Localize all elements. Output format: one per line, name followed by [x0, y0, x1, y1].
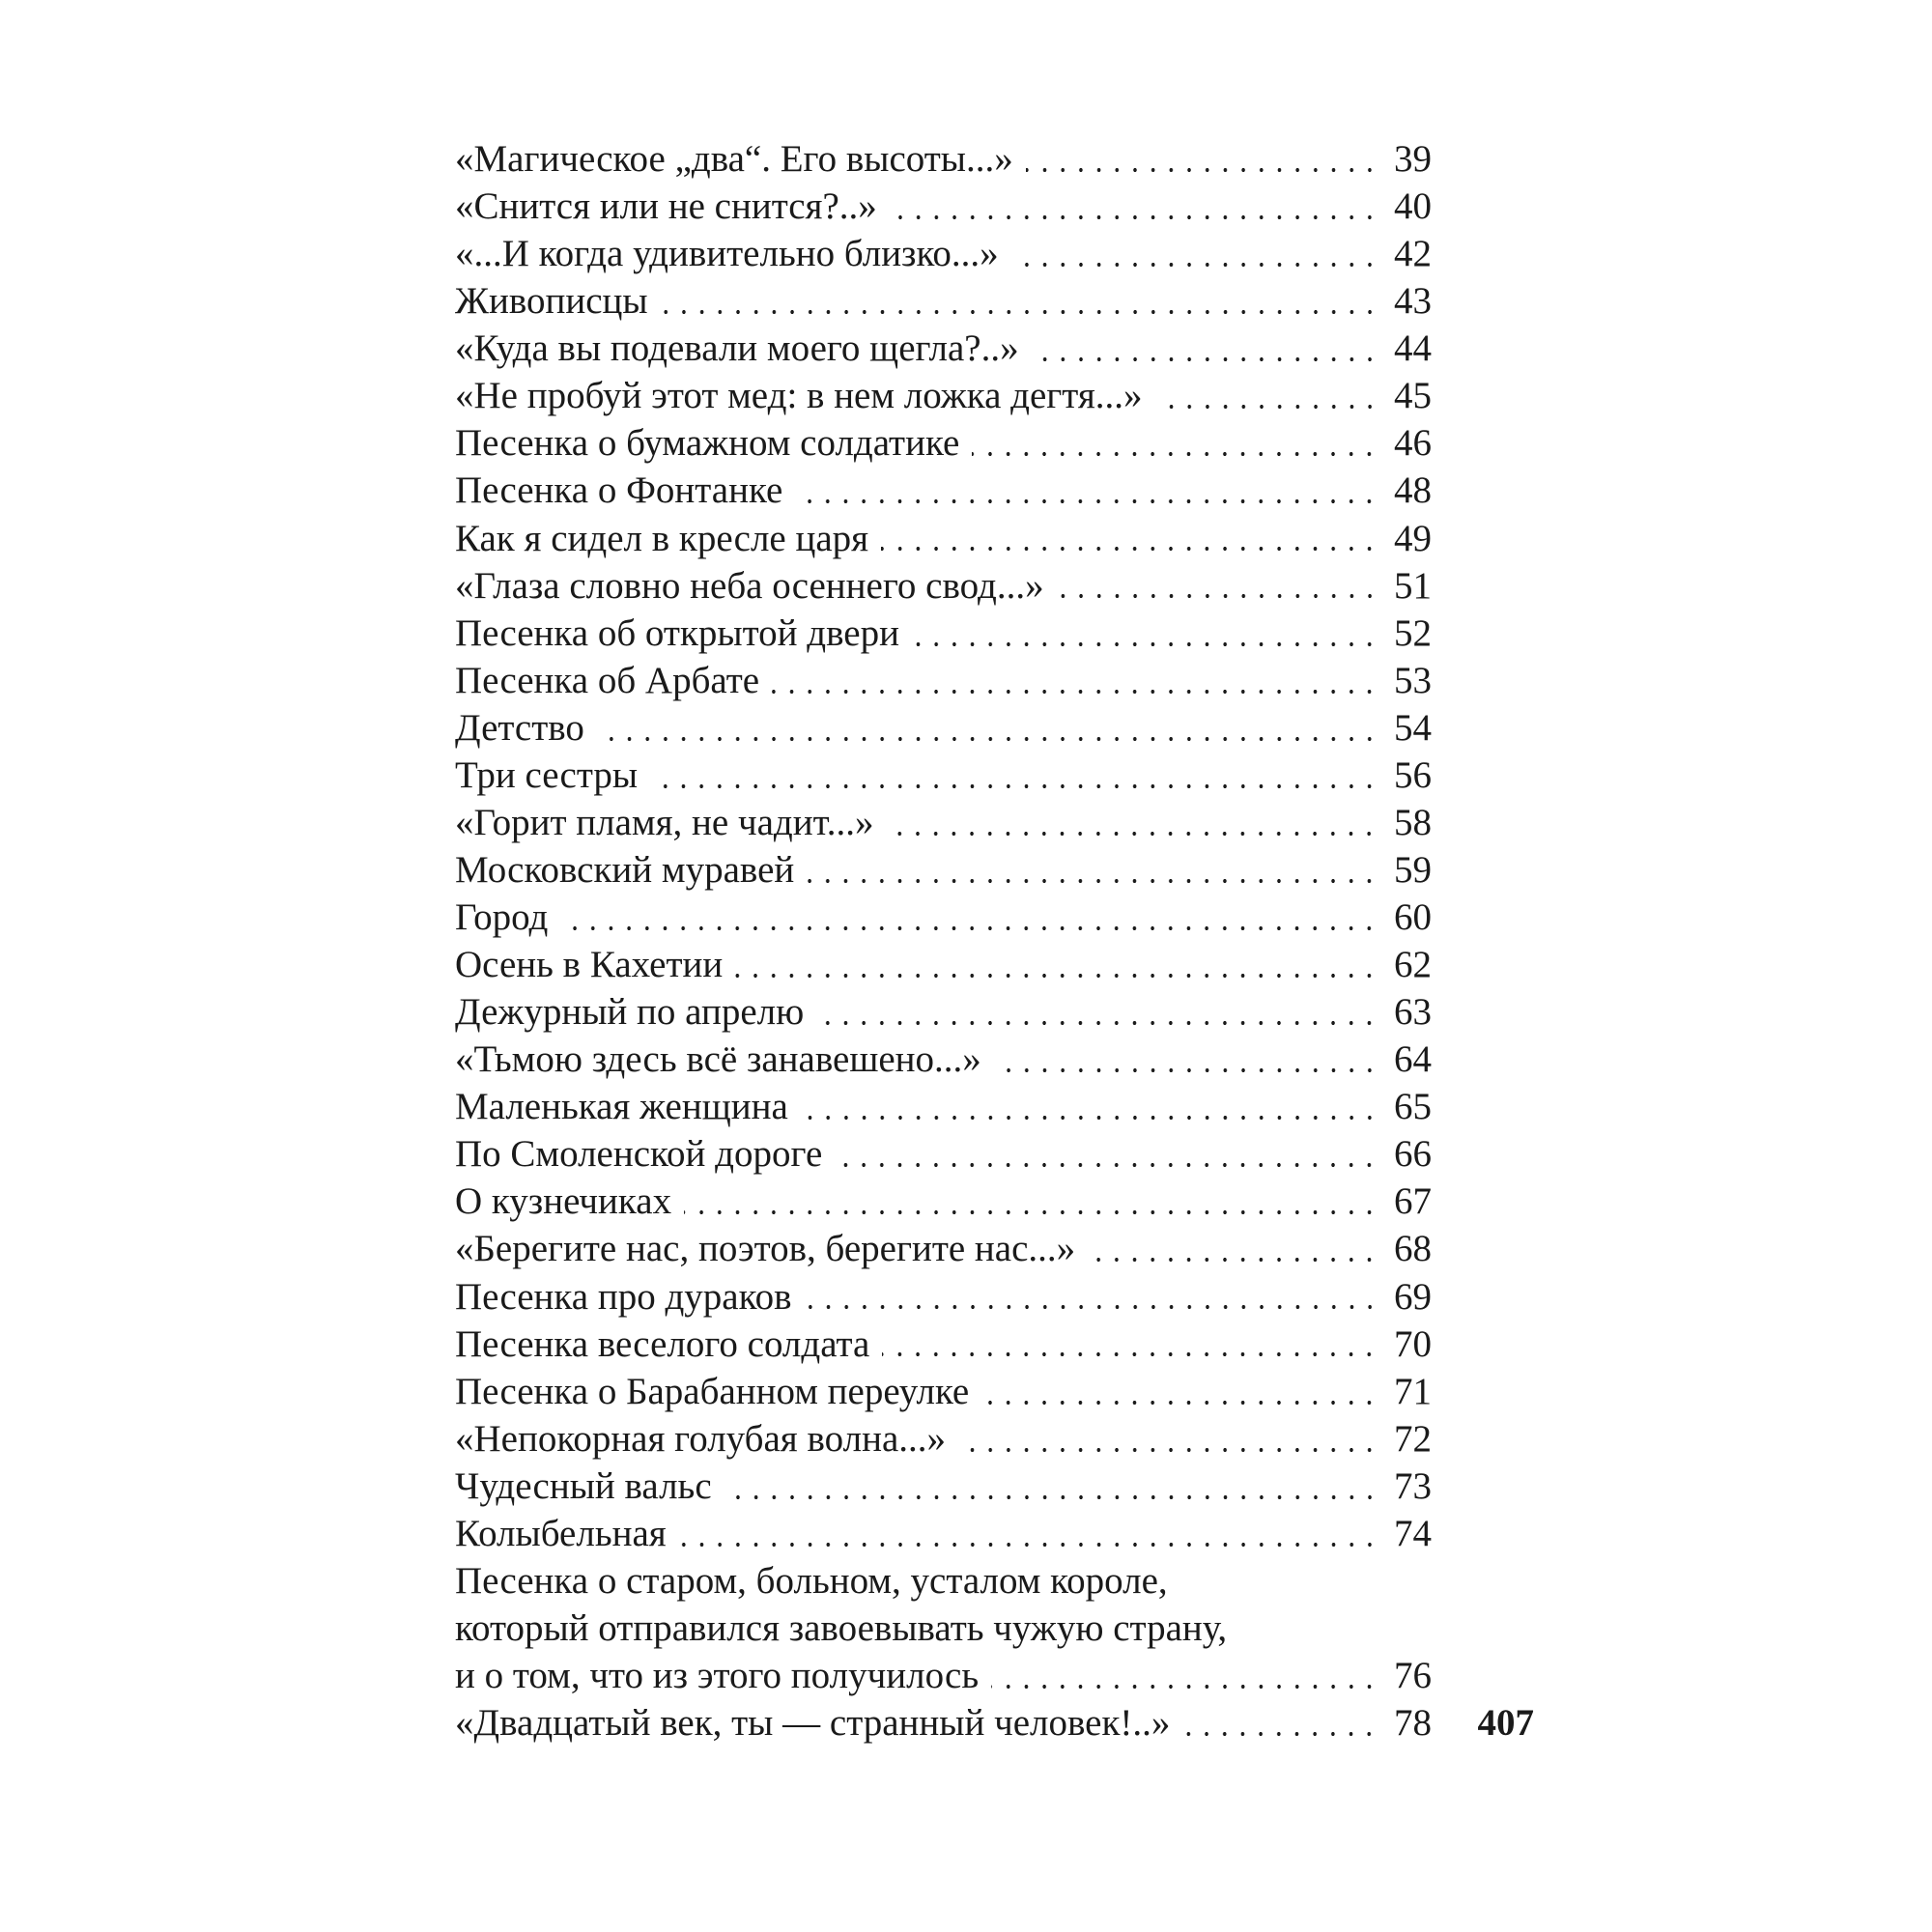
toc-entry-line — [455, 419, 1432, 467]
dot-leader — [661, 277, 1381, 325]
entry-page: 53 — [1394, 659, 1432, 701]
entry-page: 62 — [1394, 944, 1432, 986]
dot-leader — [816, 988, 1381, 1036]
entry-page: 43 — [1394, 280, 1432, 323]
dot-leader — [1155, 372, 1381, 419]
entry-title: Песенка об открытой двери — [455, 611, 899, 654]
entry-title: «Снится или не снится?..» — [455, 185, 877, 228]
dot-leader — [912, 610, 1381, 657]
toc-entry-line — [455, 941, 1432, 988]
entry-page: 76 — [1394, 1655, 1432, 1696]
entry-title: «Магическое „два“. Его высоты...» — [455, 138, 1013, 180]
entry-title: «Двадцатый век, ты — странный человек!..» — [455, 1702, 1171, 1745]
entry-title: Песенка об Арбате — [455, 659, 760, 701]
entry-title: и о том, что из этого получилось — [455, 1655, 980, 1696]
table-of-contents — [455, 135, 1432, 1747]
entry-page: 60 — [1394, 896, 1432, 938]
entry-page: 71 — [1394, 1370, 1432, 1412]
toc-entry-line — [455, 277, 1432, 325]
dot-leader — [805, 1273, 1382, 1321]
toc-entry-line — [455, 1652, 1432, 1699]
entry-title: Три сестры — [455, 753, 639, 796]
entry-title: Как я сидел в кресле царя — [455, 517, 869, 559]
toc-entry-line — [455, 1321, 1432, 1368]
entry-page: 49 — [1394, 517, 1432, 559]
dot-leader — [801, 1083, 1381, 1130]
entry-title: Детство — [455, 706, 584, 749]
entry-page: 73 — [1394, 1464, 1432, 1507]
dot-leader — [772, 657, 1381, 704]
dot-leader — [684, 1178, 1381, 1225]
toc-entry-line — [455, 1368, 1432, 1415]
entry-title: «Непокорная голубая волна...» — [455, 1417, 947, 1460]
entry-page: 45 — [1394, 375, 1432, 417]
entry-page: 40 — [1394, 185, 1432, 228]
entry-title: Песенка о Фонтанке — [455, 469, 783, 512]
entry-title: Дежурный по апрелю — [455, 991, 805, 1034]
entry-page: 69 — [1394, 1275, 1432, 1318]
toc-entry-line — [455, 1225, 1432, 1272]
entry-title: «Куда вы подевали моего щегла?..» — [455, 327, 1019, 370]
dot-leader — [650, 752, 1381, 799]
dot-leader — [724, 1463, 1381, 1510]
entry-page: 72 — [1394, 1417, 1432, 1460]
toc-entry-line — [455, 325, 1432, 372]
toc-entry-line — [455, 1178, 1432, 1225]
entry-title: По Смоленской дороге — [455, 1133, 823, 1176]
dot-leader — [994, 1036, 1381, 1083]
entry-title: «Горит пламя, не чадит...» — [455, 801, 874, 843]
entry-page: 78 — [1394, 1702, 1432, 1745]
entry-title: «Тьмою здесь всё занавешено...» — [455, 1038, 981, 1081]
entry-title: «...И когда удивительно близко...» — [455, 233, 999, 275]
entry-page: 48 — [1394, 469, 1432, 512]
toc-entry-line — [455, 1510, 1432, 1557]
entry-page: 68 — [1394, 1228, 1432, 1270]
toc-entry-line — [455, 988, 1432, 1036]
toc-entry-line — [455, 1605, 1432, 1652]
toc-entry-line — [455, 752, 1432, 799]
entry-page: 70 — [1394, 1322, 1432, 1365]
entry-page: 52 — [1394, 611, 1432, 654]
toc-entry-line — [455, 562, 1432, 610]
toc-entry-line — [455, 846, 1432, 894]
entry-title: Московский муравей — [455, 848, 795, 891]
entry-page: 42 — [1394, 233, 1432, 275]
entry-title: Маленькая женщина — [455, 1086, 788, 1128]
toc-entry-line — [455, 799, 1432, 846]
toc-entry-line — [455, 1083, 1432, 1130]
entry-page: 51 — [1394, 564, 1432, 607]
toc-entry-line — [455, 515, 1432, 562]
entry-page: 58 — [1394, 801, 1432, 843]
dot-leader — [1088, 1225, 1381, 1272]
entry-title: Живописцы — [455, 280, 648, 323]
entry-page: 44 — [1394, 327, 1432, 370]
toc-entry-line — [455, 183, 1432, 230]
dot-leader — [890, 183, 1381, 230]
entry-title: «Не пробуй этот мед: в нем ложка дегтя...» — [455, 375, 1143, 417]
entry-page: 74 — [1394, 1512, 1432, 1554]
toc-entry-line — [455, 1415, 1432, 1463]
entry-title: Песенка веселого солдата — [455, 1322, 870, 1365]
dot-leader — [882, 1321, 1381, 1368]
entry-title: Город — [455, 896, 549, 938]
dot-leader — [679, 1510, 1381, 1557]
dot-leader — [795, 467, 1381, 514]
toc-entry-line — [455, 372, 1432, 419]
entry-page: 64 — [1394, 1038, 1432, 1081]
dot-leader — [560, 894, 1381, 941]
entry-title: Песенка о Барабанном переулке — [455, 1370, 970, 1412]
dot-leader — [597, 704, 1381, 752]
entry-title: О кузнечиках — [455, 1180, 672, 1223]
dot-leader — [835, 1130, 1381, 1178]
entry-title: Осень в Кахетии — [455, 944, 724, 986]
toc-entry-line — [455, 1273, 1432, 1321]
toc-entry-line — [455, 135, 1432, 183]
toc-entry-line — [455, 1557, 1432, 1605]
dot-leader — [881, 515, 1381, 562]
entry-page: 65 — [1394, 1086, 1432, 1128]
toc-entry-line — [455, 1699, 1432, 1747]
dot-leader — [972, 419, 1381, 467]
entry-page: 66 — [1394, 1133, 1432, 1176]
dot-leader — [991, 1652, 1381, 1699]
dot-leader — [807, 846, 1381, 894]
entry-title: Песенка про дураков — [455, 1275, 792, 1318]
toc-entry-line — [455, 467, 1432, 514]
entry-page: 54 — [1394, 706, 1432, 749]
entry-page: 46 — [1394, 422, 1432, 465]
entry-page: 56 — [1394, 753, 1432, 796]
dot-leader — [1057, 562, 1381, 610]
entry-title: «Глаза словно неба осеннего свод...» — [455, 564, 1044, 607]
toc-entry-line — [455, 1036, 1432, 1083]
toc-entry-line — [455, 1130, 1432, 1178]
entry-page: 67 — [1394, 1180, 1432, 1223]
toc-entry-line — [455, 657, 1432, 704]
entry-title: «Берегите нас, поэтов, берегите нас...» — [455, 1228, 1076, 1270]
dot-leader — [1011, 230, 1381, 277]
page-folio: 407 — [1477, 1702, 1534, 1744]
dot-leader — [958, 1415, 1381, 1463]
entry-title: Песенка о старом, больном, усталом короле, — [455, 1559, 1168, 1602]
toc-entry-line — [455, 894, 1432, 941]
entry-title: который отправился завоевывать чужую страну, — [455, 1606, 1228, 1649]
toc-entry-line — [455, 230, 1432, 277]
dot-leader — [1026, 135, 1381, 183]
dot-leader — [981, 1368, 1381, 1415]
toc-entry-line — [455, 610, 1432, 657]
dot-leader — [1032, 325, 1381, 372]
entry-title: Колыбельная — [455, 1512, 667, 1554]
entry-page: 59 — [1394, 848, 1432, 891]
toc-entry-line — [455, 1463, 1432, 1510]
dot-leader — [735, 941, 1381, 988]
entry-title: Чудесный вальс — [455, 1464, 712, 1507]
entry-page: 63 — [1394, 991, 1432, 1034]
toc-entry-line — [455, 704, 1432, 752]
dot-leader — [886, 799, 1381, 846]
entry-title: Песенка о бумажном солдатике — [455, 422, 960, 465]
entry-page: 39 — [1394, 138, 1432, 180]
